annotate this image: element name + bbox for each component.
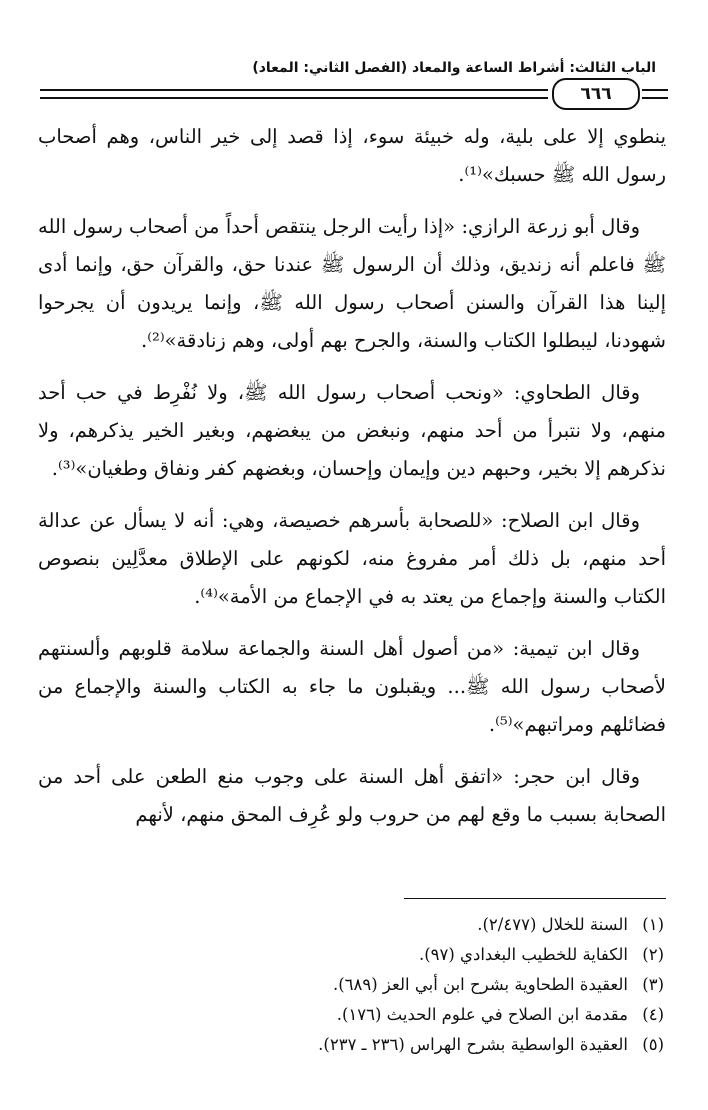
footnote-number: (٣) — [642, 975, 664, 994]
footnote-number: (١) — [642, 915, 664, 934]
footnote-text: مقدمة ابن الصلاح في علوم الحديث (١٧٦). — [336, 1005, 628, 1024]
header-rule — [40, 84, 668, 106]
footnote-text: العقيدة الطحاوية بشرح ابن أبي العز (٦٨٩). — [332, 975, 628, 994]
footnote-text: الكفاية للخطيب البغدادي (٩٧). — [418, 945, 628, 964]
paragraph: ينطوي إلا على بلية، وله خبيئة سوء، إذا قصد إلى خير الناس، وهم أصحاب رسول الله ﷺ حسبك»⁽¹⁾. — [38, 125, 666, 186]
header-rule-right — [642, 89, 668, 99]
footnotes — [40, 910, 664, 1060]
header-rule-left — [40, 89, 548, 99]
footnote-text: العقيدة الواسطية بشرح الهراس (٢٣٦ ـ ٢٣٧). — [318, 1035, 628, 1054]
footnote — [40, 1000, 664, 1030]
paragraph: وقال الطحاوي: «ونحب أصحاب رسول الله ﷺ، ولا نُفْرِط في حب أحد منهم، ولا نتبرأ من أحد منهم، ونبغض من يبغضهم، وبغير الخير يذكرهم، ولا نذكرهم إلا بخير، وحبهم دين وإيمان وإحسان، وبغضهم كفر ونفاق وطغيان»⁽³⁾. — [38, 381, 666, 480]
footnote — [40, 970, 664, 1000]
footnote-number: (٥) — [642, 1035, 664, 1054]
footnote — [40, 1030, 664, 1060]
footnote — [40, 940, 664, 970]
footnote-separator — [404, 898, 666, 899]
footnote-number: (٢) — [642, 945, 664, 964]
footnote-number: (٤) — [642, 1005, 664, 1024]
paragraph: وقال ابن الصلاح: «للصحابة بأسرهم خصيصة، وهي: أنه لا يسأل عن عدالة أحد منهم، بل ذلك أمر مفروغ منه، لكونهم على الإطلاق معدَّلِين بنصوص الكتاب والسنة وإجماع من يعتد به في الإجماع من الأمة»⁽⁴⁾. — [38, 509, 666, 608]
paragraph: وقال ابن تيمية: «من أصول أهل السنة والجماعة سلامة قلوبهم وألسنتهم لأصحاب رسول الله ﷺ... ويقبلون ما جاء به الكتاب والسنة والإجماع من فضائلهم ومراتبهم»⁽⁵⁾. — [38, 637, 666, 736]
page-number: ٦٦٦ — [552, 78, 640, 110]
running-title: الباب الثالث: أشراط الساعة والمعاد (الفصل الثاني: المعاد) — [252, 60, 656, 76]
paragraph: وقال أبو زرعة الرازي: «إذا رأيت الرجل ينتقص أحداً من أصحاب رسول الله ﷺ فاعلم أنه زنديق، وذلك أن الرسول ﷺ عندنا حق، والقرآن حق، وإنما أدى إلينا هذا القرآن والسنن أصحاب رسول الله ﷺ، وإنما يريدون أن يجرحوا شهودنا، ليبطلوا الكتاب والسنة، والجرح بهم أولى، وهم زنادقة»⁽²⁾. — [38, 215, 666, 352]
paragraph: وقال ابن حجر: «اتفق أهل السنة على وجوب منع الطعن على أحد من الصحابة بسبب ما وقع لهم من حروب ولو عُرِف المحق منهم، لأنهم — [38, 765, 666, 826]
main-text — [38, 118, 666, 848]
footnote-text: السنة للخلال (٢/٤٧٧). — [477, 915, 628, 934]
footnote — [40, 910, 664, 940]
